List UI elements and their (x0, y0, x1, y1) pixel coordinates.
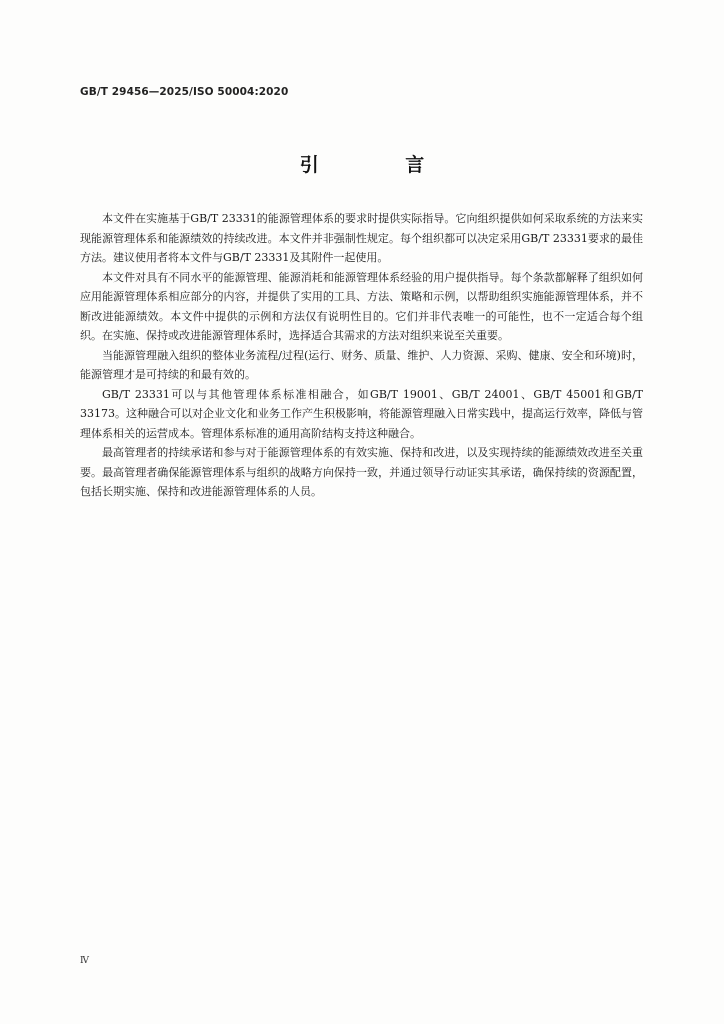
paragraph: 最高管理者的持续承诺和参与对于能源管理体系的有效实施、保持和改进，以及实现持续的能源绩效改进至关重要。最高管理者确保能源管理体系与组织的战略方向保持一致，并通过领导行动证实其承诺，确保持续的资源配置，包括长期实施、保持和改进能源管理体系的人员。 (80, 446, 643, 498)
paragraph: 当能源管理融入组织的整体业务流程/过程(运行、财务、质量、维护、人力资源、采购、健康、安全和环境)时，能源管理才是可持续的和最有效的。 (80, 348, 643, 381)
section-title: 引 言 (299, 154, 465, 176)
paragraph: 本文件对具有不同水平的能源管理、能源消耗和能源管理体系经验的用户提供指导。每个条款都解释了组织如何应用能源管理体系相应部分的内容，并提供了实用的工具、方法、策略和示例，以帮助组织实施能源管理体系，并不断改进能源绩效。本文件中提供的示例和方法仅有说明性目的。它们并非代表唯一的可能性，也不一定适合每个组织。在实施、保持或改进能源管理体系时，选择适合其需求的方法对组织来说至关重要。 (80, 270, 643, 342)
standard-code: GB/T 29456—2025/ISO 50004:2020 (80, 86, 289, 98)
body-text (80, 209, 643, 502)
page-number: Ⅳ (80, 956, 89, 966)
paragraph: 本文件在实施基于GB/T 23331的能源管理体系的要求时提供实际指导。它向组织提供如何采取系统的方法来实现能源管理体系和能源绩效的持续改进。本文件并非强制性规定。每个组织都可以决定采用GB/T 23331要求的最佳方法。建议使用者将本文件与GB/T 23331及其附件一起使用。 (80, 212, 643, 264)
paragraph: GB/T 23331可以与其他管理体系标准相融合，如GB/T 19001、GB/T 24001、GB/T 45001和GB/T 33173。这种融合可以对企业文化和业务工作产生积极影响，将能源管理融入日常实践中，提高运行效率，降低与管理体系相关的运营成本。管理体系标准的通用高阶结构支持这种融合。 (80, 387, 643, 440)
